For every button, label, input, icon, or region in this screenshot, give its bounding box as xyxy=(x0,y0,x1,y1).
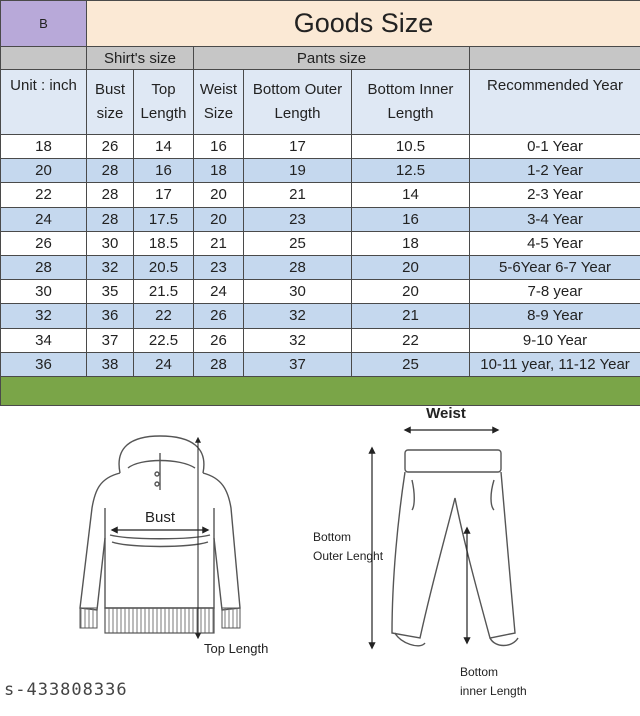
table-row xyxy=(1,183,640,207)
cell-bottom-inner: 10.5 xyxy=(352,135,470,159)
cell-bust: 30 xyxy=(87,231,134,255)
cell-bottom-outer: 17 xyxy=(244,135,352,159)
cell-bust: 32 xyxy=(87,255,134,279)
cell-bust: 28 xyxy=(87,207,134,231)
cell-recommended-year: 1-2 Year xyxy=(470,159,640,183)
table-row xyxy=(1,135,640,159)
cell-bottom-outer: 37 xyxy=(244,352,352,376)
cell-bottom-inner: 20 xyxy=(352,255,470,279)
cell-unit: 32 xyxy=(1,304,87,328)
cell-weist: 23 xyxy=(194,255,244,279)
cell-weist: 20 xyxy=(194,207,244,231)
cell-top-length: 17.5 xyxy=(134,207,194,231)
cell-unit: 26 xyxy=(1,231,87,255)
table-row xyxy=(1,231,640,255)
table-row xyxy=(1,280,640,304)
cell-top-length: 22 xyxy=(134,304,194,328)
column-header-top-length: Top Length xyxy=(134,70,194,135)
cell-bust: 26 xyxy=(87,135,134,159)
cell-bottom-inner: 16 xyxy=(352,207,470,231)
cell-weist: 21 xyxy=(194,231,244,255)
top-length-label: Top Length xyxy=(204,641,269,656)
cell-bust: 37 xyxy=(87,328,134,352)
cell-recommended-year: 5-6Year 6-7 Year xyxy=(470,255,640,279)
cell-bottom-outer: 19 xyxy=(244,159,352,183)
group-header-blank xyxy=(1,47,87,70)
cell-bottom-outer: 21 xyxy=(244,183,352,207)
table-row xyxy=(1,255,640,279)
cell-bottom-inner: 18 xyxy=(352,231,470,255)
cell-weist: 26 xyxy=(194,328,244,352)
cell-bottom-outer: 32 xyxy=(244,304,352,328)
cell-bottom-outer: 25 xyxy=(244,231,352,255)
cell-bottom-outer: 28 xyxy=(244,255,352,279)
cell-bust: 28 xyxy=(87,183,134,207)
cell-bottom-outer: 23 xyxy=(244,207,352,231)
cell-weist: 20 xyxy=(194,183,244,207)
cell-unit: 24 xyxy=(1,207,87,231)
bust-label: Bust xyxy=(144,509,176,526)
cell-recommended-year: 3-4 Year xyxy=(470,207,640,231)
cell-top-length: 21.5 xyxy=(134,280,194,304)
cell-bust: 35 xyxy=(87,280,134,304)
table-row xyxy=(1,207,640,231)
cell-bottom-inner: 20 xyxy=(352,280,470,304)
group-header-blank-2 xyxy=(470,47,640,70)
bottom-outer-label-line2: Outer Lenght xyxy=(313,549,384,563)
weist-label: Weist xyxy=(426,405,466,422)
table-row xyxy=(1,328,640,352)
page-title: Goods Size xyxy=(87,1,640,47)
cell-recommended-year: 8-9 Year xyxy=(470,304,640,328)
cell-bust: 36 xyxy=(87,304,134,328)
table-row xyxy=(1,352,640,376)
right-cuff xyxy=(222,608,240,628)
cell-unit: 22 xyxy=(1,183,87,207)
cell-unit: 20 xyxy=(1,159,87,183)
column-header-bottom-outer: Bottom Outer Length xyxy=(244,70,352,135)
cell-bottom-inner: 12.5 xyxy=(352,159,470,183)
cell-top-length: 17 xyxy=(134,183,194,207)
column-header-unit: Unit : inch xyxy=(1,70,87,135)
cell-bottom-outer: 30 xyxy=(244,280,352,304)
cell-weist: 16 xyxy=(194,135,244,159)
cell-weist: 26 xyxy=(194,304,244,328)
column-header-weist: Weist Size xyxy=(194,70,244,135)
bottom-outer-label-line1: Bottom xyxy=(313,530,352,544)
cell-recommended-year: 10-11 year, 11-12 Year xyxy=(470,352,640,376)
cell-unit: 36 xyxy=(1,352,87,376)
cell-top-length: 22.5 xyxy=(134,328,194,352)
cell-recommended-year: 2-3 Year xyxy=(470,183,640,207)
cell-bottom-outer: 32 xyxy=(244,328,352,352)
cell-bust: 28 xyxy=(87,159,134,183)
cell-top-length: 16 xyxy=(134,159,194,183)
left-cuff xyxy=(80,608,97,628)
pants-illustration xyxy=(392,450,518,646)
cell-weist: 18 xyxy=(194,159,244,183)
cell-unit: 30 xyxy=(1,280,87,304)
garment-diagram xyxy=(0,398,640,716)
corner-label: B xyxy=(1,1,87,47)
cell-recommended-year: 4-5 Year xyxy=(470,231,640,255)
bottom-inner-label-line2: inner Length xyxy=(460,684,527,698)
cell-top-length: 14 xyxy=(134,135,194,159)
cell-bottom-inner: 25 xyxy=(352,352,470,376)
watermark: s-433808336 xyxy=(4,680,128,700)
column-header-bottom-inner: Bottom Inner Length xyxy=(352,70,470,135)
bottom-inner-label-line1: Bottom xyxy=(460,665,499,679)
cell-unit: 28 xyxy=(1,255,87,279)
group-header-shirt: Shirt's size xyxy=(87,47,194,70)
cell-top-length: 20.5 xyxy=(134,255,194,279)
cell-bust: 38 xyxy=(87,352,134,376)
cell-top-length: 24 xyxy=(134,352,194,376)
cell-top-length: 18.5 xyxy=(134,231,194,255)
table-row xyxy=(1,159,640,183)
cell-bottom-inner: 21 xyxy=(352,304,470,328)
column-header-recommended-year: Recommended Year xyxy=(470,70,640,135)
table-row xyxy=(1,304,640,328)
cell-weist: 28 xyxy=(194,352,244,376)
column-header-bust: Bust size xyxy=(87,70,134,135)
cell-recommended-year: 9-10 Year xyxy=(470,328,640,352)
cell-bottom-inner: 22 xyxy=(352,328,470,352)
table-body xyxy=(1,135,640,377)
cell-unit: 34 xyxy=(1,328,87,352)
cell-bottom-inner: 14 xyxy=(352,183,470,207)
cell-weist: 24 xyxy=(194,280,244,304)
cell-unit: 18 xyxy=(1,135,87,159)
cell-recommended-year: 0-1 Year xyxy=(470,135,640,159)
cell-recommended-year: 7-8 year xyxy=(470,280,640,304)
group-header-pants: Pants size xyxy=(194,47,470,70)
